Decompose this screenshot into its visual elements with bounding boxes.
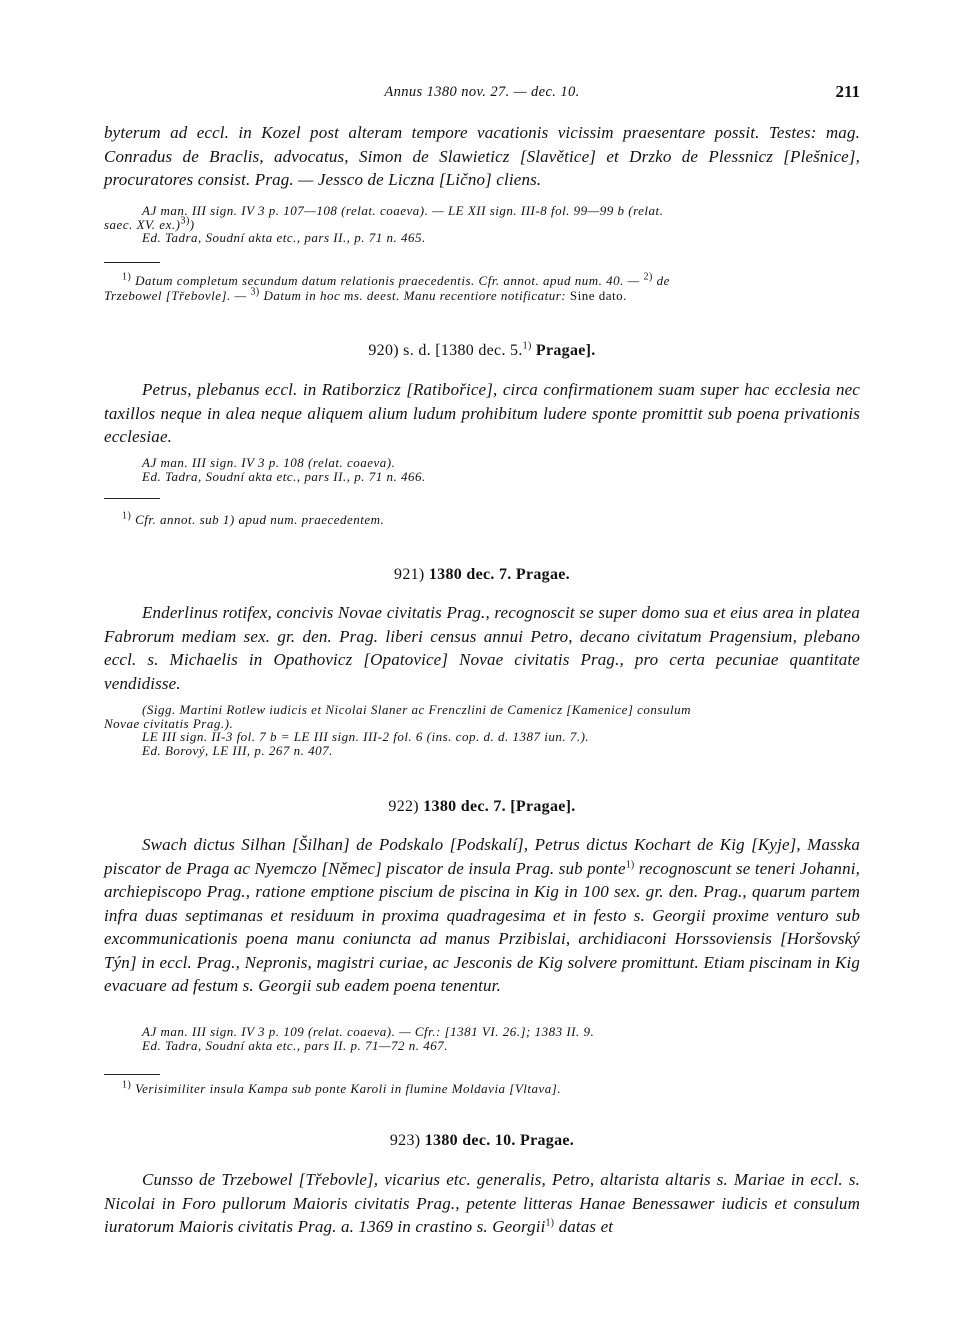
apparatus-line: (Sigg. Martini Rotlew iudicis et Nicolai Slaner ac Frenczlini de Camenicz [Kamenice] consulum — [142, 702, 691, 717]
entry-922-notes — [104, 1079, 860, 1097]
apparatus-line: Ed. Borový, LE III, p. 267 n. 407. — [142, 742, 333, 758]
footnote-mark: 2) — [643, 271, 653, 283]
prev-entry-apparatus — [104, 204, 860, 245]
footnote-rule — [104, 498, 160, 499]
apparatus-line: Ed. Tadra, Soudní akta etc., pars II., p. 71 n. 465. — [142, 230, 426, 245]
footnote-rule — [104, 1074, 160, 1075]
entry-922-paragraph: Swach dictus Silhan [Šilhan] de Podskalo [Podskalí], Petrus dictus Kochart de Kig [Kyje], Masska piscator de Praga ac Nyemczo [Němec] piscator de insula Prag. sub ponte — [104, 835, 860, 878]
footnote-mark: 3) — [250, 286, 260, 298]
entry-923-heading: 923) 1380 dec. 10. Pragae. — [389, 1132, 575, 1149]
entry-920-apparatus — [104, 456, 860, 483]
apparatus-line: Novae civitatis Prag.). — [104, 715, 234, 731]
footnote-text: de — [656, 273, 670, 288]
footnote-mark: 1) — [625, 858, 635, 870]
footnote-text: Datum completum secundum datum relationis praecedentis. Cfr. annot. apud num. 40. — — [135, 273, 640, 288]
page-number: 211 — [835, 82, 860, 101]
apparatus-line: Ed. Tadra, Soudní akta etc., pars II., p. 71 n. 466. — [142, 468, 426, 484]
entry-922-paragraph-cont: recognoscunt se teneri Johanni, archiepiscopo Prag., ratione emptione piscium de piscina in Kig in 100 sex. gr. den. Prag., quarum partem infra duas septimanas et residuum in proxima quadragesima et in festo s. Georgii proxime venturo sub excommunicationis poena manu coniuncta ad manus Przibislai, archidiaconi Horssoviensis [Horšovský Týn] in eccl. Prag., Nepronis, magistri curiae, ac Jesconis de Kig solvere promittunt. Etiam piscinam in Kig evacuare ad festum s. Georgii sub eadem poena tenentur. — [104, 858, 861, 995]
running-title: Annus 1380 nov. 27. — dec. 10. — [384, 84, 580, 100]
entry-922-heading: 922) 1380 dec. 7. [Pragae]. — [388, 798, 576, 815]
footnote-text: Cfr. annot. sub 1) apud num. praecedentem. — [135, 512, 385, 527]
footnote-text: Verisimiliter insula Kampa sub ponte Karoli in flumine Moldavia [Vltava]. — [135, 1081, 562, 1096]
entry-921-heading: 921) 1380 dec. 7. Pragae. — [394, 566, 570, 583]
entry-923-paragraph: Cunsso de Trzebowel [Třebovle], vicarius etc. generalis, Petro, altarista altaris s. Mariae in eccl. s. Nicolai in Foro pullorum Maioris civitatis Prag., petente litteras Hanae Benessawer iudicis et consulum iuratorum Maioris civitatis Prag. a. 1369 in crastino s. Georgii — [104, 1170, 860, 1236]
apparatus-line: AJ man. III sign. IV 3 p. 108 (relat. coaeva). — [142, 455, 396, 470]
footnote-text: Sine dato. — [569, 287, 627, 303]
running-head — [104, 84, 860, 106]
apparatus-line: LE III sign. II-3 fol. 7 b = LE III sign. III-2 fol. 6 (ins. cop. d. d. 1387 iun. 7.). — [142, 729, 590, 744]
footnote-mark: 1) — [122, 271, 132, 283]
entry-920-paragraph: Petrus, plebanus eccl. in Ratiborzicz [Ratibořice], circa confirmationem suam super hac ecclesia nec taxillos neque in alea neque aliquem alium ludum prohibitum ludere sponte promittit sub poena privationis ecclesiae. — [104, 380, 860, 446]
apparatus-line: AJ man. III sign. IV 3 p. 107—108 (relat. coaeva). — LE XII sign. III-8 fol. 99—99 b (relat. — [142, 203, 664, 218]
footnote-text: Datum in hoc ms. deest. Manu recentiore notificatur: — [263, 287, 567, 303]
entry-920-notes — [104, 510, 860, 528]
entry-923-text: Cunsso de Trzebowel [Třebovle], vicarius etc. generalis, Petro, altarista altaris s. Mariae in eccl. s. Nicolai in Foro pullorum Maioris civitatis Prag., petente litteras Hanae Benessawer iudicis et consulum iuratorum Maioris civitatis Prag. a. 1369 in crastino s. Georgii$^{1)}$ datas et — [104, 1170, 860, 1236]
entry-921-text — [104, 601, 860, 695]
entry-920-heading: 920) s. d. [1380 dec. 5.$^{1)}$ Pragae]. — [368, 340, 596, 359]
entry-921-paragraph: Enderlinus rotifex, concivis Novae civitatis Prag., recognoscit se super domo sua et eius area in platea Fabrorum mediam sex. gr. den. Prag. liberi census annui Petro, decano civitatum Pragensium, plebano eccl. s. Michaelis in Opathovicz [Opatovice] Novae civitatis Prag., pro certa pecuniae quantitate vendidisse. — [104, 603, 860, 693]
footnote-rule — [104, 262, 160, 263]
entry-922-text — [104, 833, 860, 998]
apparatus-line: saec. XV. ex.)$^{3)}$) — [104, 215, 195, 232]
footnote-mark: 1) — [545, 1217, 555, 1229]
entry-920-text — [104, 378, 860, 449]
entry-921-apparatus — [104, 703, 860, 757]
prev-entry-paragraph: byterum ad eccl. in Kozel post alteram tempore vacationis vicissim praesentare possit. Testes: mag. Conradus de Braclis, advocatus, Simon de Slawieticz [Slavětice] et Drzko de Plessnicz [Plešnice], procuratores consist. Prag. — Jessco de Liczna [Lično] cliens. — [104, 123, 860, 189]
apparatus-line: Ed. Tadra, Soudní akta etc., pars II. p. 71—72 n. 467. — [142, 1037, 449, 1053]
footnote-mark: 1) — [122, 1079, 132, 1091]
footnote-mark: 3) — [180, 215, 190, 227]
footnote-text: Trzebowel [Třebovle]. — — [104, 287, 247, 303]
footnote-mark: 1) — [122, 510, 132, 522]
prev-entry-notes — [104, 271, 860, 303]
entry-922-apparatus — [104, 1025, 860, 1052]
prev-entry-text — [104, 121, 860, 192]
apparatus-line: AJ man. III sign. IV 3 p. 109 (relat. coaeva). — Cfr.: [1381 VI. 26.]; 1383 II. 9. — [142, 1024, 595, 1039]
